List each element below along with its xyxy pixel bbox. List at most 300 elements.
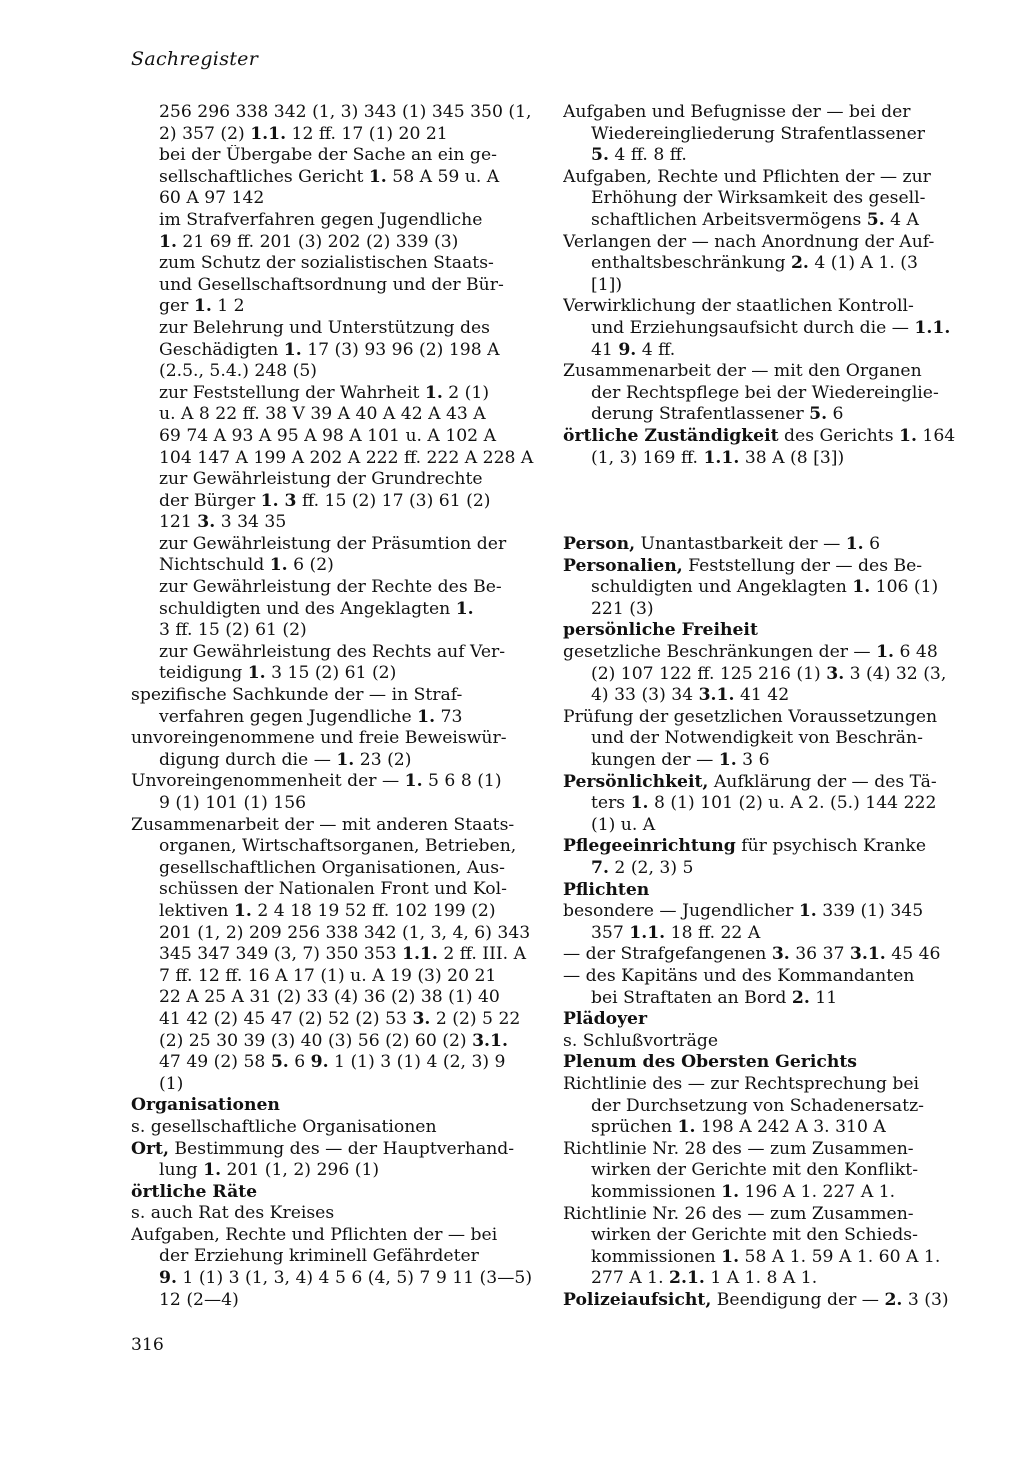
bold-segment: 5. <box>809 404 828 425</box>
bold-segment: 1. 3 <box>260 490 297 511</box>
index-subline <box>131 1031 536 1053</box>
index-subline <box>131 275 536 297</box>
text-segment: Aufgaben und Befugnisse der — bei der <box>563 102 911 122</box>
text-segment: 2 (1) <box>442 382 490 403</box>
index-subline <box>131 448 536 470</box>
bold-segment: 1.1. <box>914 317 951 338</box>
bold-segment: 1. <box>899 425 917 446</box>
text-segment: Bestimmung des — der Hauptverhand- <box>168 1138 515 1159</box>
text-segment: 18 ff. 22 A <box>665 922 761 943</box>
bold-segment: Personalien, <box>563 555 683 576</box>
index-entry <box>563 232 968 254</box>
index-subline <box>131 707 536 729</box>
text-segment: 221 (3) <box>591 598 654 619</box>
index-subline <box>563 340 968 362</box>
index-subline <box>131 642 536 664</box>
bold-segment: 1. <box>718 750 737 771</box>
index-entry <box>131 1117 536 1139</box>
index-entry <box>563 167 968 189</box>
text-segment: kommissionen <box>591 1246 722 1267</box>
text-segment: zum Schutz der sozialistischen Staats- <box>159 253 494 274</box>
bold-segment: 1.1. <box>629 922 666 943</box>
text-segment: ters <box>591 793 631 814</box>
text-segment: Aufgaben, Rechte und Pflichten der — bei <box>131 1224 498 1245</box>
text-segment: 4 (1) A 1. (3 <box>808 253 918 274</box>
index-entry <box>131 771 536 793</box>
text-segment: Feststellung der — des Be- <box>682 555 923 576</box>
index-entry <box>563 556 968 578</box>
right-column <box>563 102 968 1311</box>
index-subline <box>131 1009 536 1031</box>
text-segment: 4) 33 (3) 34 <box>591 685 699 706</box>
text-segment: Nichtschuld <box>159 555 270 576</box>
text-segment: 38 A (8 [3]) <box>739 447 845 468</box>
text-segment: besondere — Jugendlicher <box>563 901 799 922</box>
text-segment: 277 A 1. <box>591 1268 670 1289</box>
bold-segment: 1. <box>677 1117 696 1138</box>
index-subline <box>131 1160 536 1182</box>
index-entry <box>563 1139 968 1161</box>
index-subline <box>131 512 536 534</box>
text-segment: für psychisch Kranke <box>735 836 927 857</box>
text-segment: s. gesellschaftliche Organisationen <box>131 1116 437 1137</box>
text-segment: zur Belehrung und Unterstützung des <box>159 317 490 338</box>
bold-segment: 1. <box>193 296 212 317</box>
text-segment: 1 A 1. 8 A 1. <box>704 1268 818 1289</box>
text-segment: lektiven <box>159 900 234 921</box>
index-subline <box>563 188 968 210</box>
text-segment: zur Gewährleistung der Präsumtion der <box>159 533 507 554</box>
text-segment: 2 (2) 5 22 <box>430 1008 521 1029</box>
bold-segment: 1. <box>721 1181 740 1202</box>
index-entry <box>563 772 968 794</box>
text-segment: Zusammenarbeit der — mit anderen Staats- <box>131 814 515 835</box>
index-subline <box>563 383 968 405</box>
text-segment: 8 (1) 101 (2) u. A 2. (5.) 144 222 <box>648 793 937 814</box>
text-segment: 121 <box>159 512 198 533</box>
text-segment: 12 ff. 17 (1) 20 21 <box>286 123 448 144</box>
bold-segment: 3. <box>412 1008 431 1029</box>
bold-segment: 2.1. <box>669 1268 705 1289</box>
bold-segment: persönliche Freiheit <box>563 620 758 641</box>
text-segment: 7 ff. 12 ff. 16 A 17 (1) u. A 19 (3) 20 21 <box>159 965 497 986</box>
text-segment: verfahren gegen Jugendliche <box>159 706 418 727</box>
text-segment: der Bürger <box>159 490 261 511</box>
text-segment: 12 (2—4) <box>159 1289 239 1310</box>
text-segment: wirken der Gerichte mit den Schieds- <box>591 1225 918 1246</box>
bold-segment: 1. <box>852 577 871 598</box>
text-segment: wirken der Gerichte mit den Konflikt- <box>591 1160 919 1181</box>
text-segment: (1) <box>159 1073 184 1094</box>
index-subline <box>131 793 536 815</box>
text-segment: 21 69 ff. 201 (3) 202 (2) 339 (3) <box>176 231 459 252</box>
index-subline <box>131 361 536 383</box>
bold-segment: 1. <box>455 598 474 619</box>
text-segment: digung durch die — <box>159 749 337 770</box>
text-segment: u. A 8 22 ff. 38 V 39 A 40 A 42 A 43 A <box>159 404 486 425</box>
index-subline <box>563 1117 968 1139</box>
index-subline <box>131 1290 536 1312</box>
index-entry <box>563 1031 968 1053</box>
bold-segment: 5. <box>866 209 885 230</box>
section-gap <box>563 469 968 534</box>
index-entry <box>131 1095 536 1117</box>
index-entry <box>131 1182 536 1204</box>
text-segment: 6 <box>827 404 844 425</box>
index-subline <box>563 1247 968 1269</box>
text-segment: zur Feststellung der Wahrheit <box>159 382 425 403</box>
right-column-bottom <box>563 534 968 1311</box>
index-subline <box>131 534 536 556</box>
text-segment: 3 6 <box>736 750 770 771</box>
text-segment: 3 34 35 <box>215 512 287 533</box>
index-subline <box>563 923 968 945</box>
text-segment: schüssen der Nationalen Front und Kol- <box>159 879 507 900</box>
text-segment: 345 347 349 (3, 7) 350 353 <box>159 944 403 965</box>
index-subline <box>131 923 536 945</box>
index-subline <box>563 750 968 772</box>
bold-segment: 1. <box>798 901 817 922</box>
text-segment: sprüchen <box>591 1117 678 1138</box>
bold-segment: Person, <box>563 534 636 555</box>
text-segment: (2) 107 122 ff. 125 216 (1) <box>591 663 827 684</box>
index-subline <box>563 1182 968 1204</box>
index-subline <box>131 124 536 146</box>
text-segment: 1 (1) 3 (1, 3, 4) 4 5 6 (4, 5) 7 9 11 (3—5) <box>176 1268 533 1289</box>
index-entry <box>563 426 968 448</box>
text-segment: ff. 15 (2) 17 (3) 61 (2) <box>296 490 491 511</box>
text-segment: bei Straftaten an Bord <box>591 987 792 1008</box>
index-entry <box>563 1290 968 1312</box>
index-entry <box>563 642 968 664</box>
index-entry <box>563 1009 968 1031</box>
text-segment: Richtlinie Nr. 28 des — zum Zusammen- <box>563 1138 914 1159</box>
text-segment: 4 ff. 8 ff. <box>608 145 687 166</box>
text-segment: Verwirklichung der staatlichen Kontroll- <box>563 296 914 317</box>
bold-segment: 1. <box>269 555 288 576</box>
index-subline <box>563 988 968 1010</box>
text-segment: 2 ff. III. A <box>437 944 527 965</box>
index-subline <box>131 383 536 405</box>
index-subline <box>563 253 968 275</box>
index-subline <box>131 1052 536 1074</box>
bold-segment: örtliche Zuständigkeit <box>563 425 779 446</box>
bold-segment: 1.1. <box>402 944 438 965</box>
index-entry <box>131 728 536 750</box>
text-segment: — des Kapitäns und des Kommandanten <box>563 965 915 986</box>
text-segment: 2) 357 (2) <box>159 123 251 144</box>
bold-segment: Polizeiaufsicht, <box>563 1289 712 1310</box>
running-head: Sachregister <box>131 48 259 70</box>
text-segment: Wiedereingliederung Strafentlassener <box>591 123 925 144</box>
index-subline <box>563 577 968 599</box>
text-segment: Unantastbarkeit der — <box>635 534 846 555</box>
index-subline <box>131 210 536 232</box>
bold-segment: 1. <box>336 749 355 770</box>
index-entry <box>563 102 968 124</box>
text-segment: 17 (3) 93 96 (2) 198 A <box>301 339 500 360</box>
text-segment: 41 <box>591 339 619 360</box>
bold-segment: 3.1. <box>849 944 886 965</box>
bold-segment: 1. <box>417 706 436 727</box>
bold-segment: 9. <box>159 1268 177 1289</box>
text-segment: Zusammenarbeit der — mit den Organen <box>563 361 922 382</box>
index-subline <box>563 275 968 297</box>
bold-segment: 1. <box>247 663 266 684</box>
bold-segment: 7. <box>591 858 609 878</box>
index-subline <box>131 318 536 340</box>
text-segment: Unvoreingenommenheit der — <box>131 771 405 792</box>
text-segment: organen, Wirtschaftsorganen, Betrieben, <box>159 836 517 857</box>
index-entry <box>563 361 968 383</box>
index-entry <box>131 1203 536 1225</box>
index-entry <box>563 296 968 318</box>
text-segment: schuldigten und des Angeklagten <box>159 598 456 619</box>
bold-segment: 3.1. <box>698 685 735 706</box>
index-subline <box>563 448 968 470</box>
text-segment: (2) 25 30 39 (3) 40 (3) 56 (2) 60 (2) <box>159 1030 473 1051</box>
text-segment: teidigung <box>159 663 248 684</box>
text-segment: gesetzliche Beschränkungen der — <box>563 642 877 663</box>
index-entry <box>131 815 536 837</box>
bold-segment: Pflegeeinrichtung <box>563 836 736 857</box>
index-entry <box>563 534 968 556</box>
text-segment: und Erziehungsaufsicht durch die — <box>591 317 915 338</box>
text-segment: 1 (1) 3 (1) 4 (2, 3) 9 <box>328 1052 506 1073</box>
text-segment: 6 <box>863 534 881 555</box>
text-segment: schuldigten und Angeklagten <box>591 577 853 598</box>
text-segment: im Strafverfahren gegen Jugendliche <box>159 209 483 230</box>
index-entry <box>563 880 968 902</box>
bold-segment: 5. <box>591 145 609 166</box>
index-subline <box>131 1074 536 1096</box>
text-segment: ger <box>159 296 194 317</box>
text-segment: (1) u. A <box>591 814 656 835</box>
bold-segment: 5. <box>270 1052 289 1073</box>
index-subline <box>131 879 536 901</box>
text-segment: des Gerichts <box>778 425 899 446</box>
index-entry <box>131 1225 536 1247</box>
index-subline <box>131 620 536 642</box>
bold-segment: 1. <box>159 231 177 252</box>
text-segment: schaftlichen Arbeitsvermögens <box>591 209 867 230</box>
bold-segment: 9. <box>310 1052 329 1073</box>
index-subline <box>563 1268 968 1290</box>
text-segment: 6 <box>288 1052 311 1073</box>
index-subline <box>131 232 536 254</box>
text-segment: 3 (4) 32 (3, <box>844 663 947 684</box>
text-segment: 198 A 242 A 3. 310 A <box>695 1117 886 1138</box>
text-segment: [1]) <box>591 274 623 295</box>
index-subline <box>563 858 968 880</box>
text-segment: Aufklärung der — des Tä- <box>708 771 937 792</box>
text-segment: 1 2 <box>211 296 245 317</box>
index-subline <box>563 1225 968 1247</box>
index-entry <box>563 1052 968 1074</box>
bold-segment: 1. <box>630 793 649 814</box>
index-subline <box>131 750 536 772</box>
text-segment: zur Gewährleistung der Rechte des Be- <box>159 577 502 598</box>
text-segment: — der Strafgefangenen <box>563 944 772 965</box>
text-segment: 357 <box>591 922 630 943</box>
bold-segment: 3. <box>197 512 216 533</box>
index-subline <box>131 102 536 124</box>
index-entry <box>563 901 968 923</box>
index-subline <box>131 858 536 880</box>
text-segment: der Rechtspflege bei der Wiedereinglie- <box>591 382 939 403</box>
text-segment: 41 42 <box>734 685 790 706</box>
bold-segment: 1. <box>404 771 423 792</box>
index-subline <box>563 599 968 621</box>
bold-segment: 1. <box>283 339 302 360</box>
text-segment: 58 A 59 u. A <box>386 166 500 187</box>
text-segment: 196 A 1. 227 A 1. <box>739 1181 896 1202</box>
text-segment: 201 (1, 2) 296 (1) <box>221 1160 380 1181</box>
text-segment: spezifische Sachkunde der — in Straf- <box>131 685 463 706</box>
text-segment: s. Schlußvorträge <box>563 1030 719 1051</box>
text-segment: 3 ff. 15 (2) 61 (2) <box>159 620 307 641</box>
bold-segment: 1. <box>368 166 387 187</box>
text-segment: sellschaftliches Gericht <box>159 166 369 187</box>
text-segment: 69 74 A 93 A 95 A 98 A 101 u. A 102 A <box>159 425 496 446</box>
bold-segment: 1.1. <box>703 447 740 468</box>
index-subline <box>131 577 536 599</box>
index-subline <box>131 469 536 491</box>
text-segment: 339 (1) 345 <box>816 901 924 922</box>
text-segment: 4 ff. <box>636 339 676 360</box>
index-subline <box>563 210 968 232</box>
text-segment: 4 A <box>884 209 919 230</box>
right-column-top <box>563 102 968 469</box>
index-subline <box>563 1096 968 1118</box>
text-segment: zur Gewährleistung der Grundrechte <box>159 469 483 490</box>
bold-segment: 1. <box>721 1246 740 1267</box>
index-subline <box>131 145 536 167</box>
index-subline <box>131 404 536 426</box>
index-entry <box>563 1204 968 1226</box>
index-subline <box>131 987 536 1009</box>
index-subline <box>131 1246 536 1268</box>
index-subline <box>131 966 536 988</box>
index-subline <box>131 944 536 966</box>
text-segment: 5 6 8 (1) <box>422 771 502 792</box>
text-segment: Prüfung der gesetzlichen Voraussetzungen <box>563 706 938 727</box>
index-subline <box>131 836 536 858</box>
text-segment: 164 <box>916 425 956 446</box>
index-subline <box>563 815 968 837</box>
index-entry <box>563 944 968 966</box>
index-subline <box>131 599 536 621</box>
bold-segment: Ort, <box>131 1138 169 1159</box>
text-segment: enthaltsbeschränkung <box>591 253 791 274</box>
bold-segment: 2. <box>790 253 809 274</box>
index-subline <box>563 404 968 426</box>
page-number: 316 <box>131 1335 164 1355</box>
bold-segment: 1. <box>424 382 443 403</box>
index-entry <box>563 836 968 858</box>
index-entry <box>563 707 968 729</box>
bold-segment: 1. <box>845 534 864 555</box>
index-subline <box>563 664 968 686</box>
text-segment: der Erziehung kriminell Gefährdeter <box>159 1246 479 1267</box>
index-subline <box>563 685 968 707</box>
bold-segment: Plädoyer <box>563 1009 648 1030</box>
index-subline <box>563 1160 968 1182</box>
text-segment: Richtlinie des — zur Rechtsprechung bei <box>563 1073 920 1094</box>
bold-segment: Persönlichkeit, <box>563 771 709 792</box>
index-subline <box>131 663 536 685</box>
text-segment: Beendigung der — <box>711 1289 885 1310</box>
index-subline <box>131 340 536 362</box>
index-subline <box>563 124 968 146</box>
bold-segment: 1. <box>876 642 895 663</box>
text-segment: 6 (2) <box>287 555 334 576</box>
index-subline <box>131 188 536 210</box>
text-segment: (1, 3) 169 ff. <box>591 447 704 468</box>
left-column <box>131 102 536 1311</box>
bold-segment: Pflichten <box>563 879 650 900</box>
text-segment: 73 <box>435 706 463 727</box>
text-segment: 58 A 1. 59 A 1. 60 A 1. <box>739 1246 941 1267</box>
text-segment: 3 (3) <box>902 1289 949 1310</box>
index-entry <box>131 1139 536 1161</box>
index-subline <box>131 296 536 318</box>
index-entry <box>563 966 968 988</box>
text-segment: 36 37 <box>789 944 850 965</box>
bold-segment: 3.1. <box>472 1030 508 1051</box>
index-subline <box>131 167 536 189</box>
text-segment: 6 48 <box>894 642 938 663</box>
text-segment: 256 296 338 342 (1, 3) 343 (1) 345 350 (1, <box>159 102 532 122</box>
text-segment: 45 46 <box>885 944 941 965</box>
text-segment: 9 (1) 101 (1) 156 <box>159 793 307 813</box>
text-segment: 60 A 97 142 <box>159 188 265 209</box>
text-segment: 11 <box>809 987 838 1008</box>
text-segment: 106 (1) <box>870 577 939 598</box>
index-subline <box>131 426 536 448</box>
text-segment: der Durchsetzung von Schadenersatz- <box>591 1095 924 1116</box>
index-subline <box>131 491 536 513</box>
text-segment: bei der Übergabe der Sache an ein ge- <box>159 145 497 166</box>
index-subline <box>131 253 536 275</box>
text-segment: 47 49 (2) 58 <box>159 1052 271 1073</box>
bold-segment: 3. <box>826 663 845 684</box>
text-segment: 22 A 25 A 31 (2) 33 (4) 36 (2) 38 (1) 40 <box>159 987 500 1008</box>
index-subline <box>563 145 968 167</box>
text-segment: 3 15 (2) 61 (2) <box>265 663 397 684</box>
text-segment: Erhöhung der Wirksamkeit des gesell- <box>591 188 926 209</box>
text-segment: kungen der — <box>591 750 719 771</box>
bold-segment: 2. <box>884 1289 903 1310</box>
text-segment: 2 4 18 19 52 ff. 102 199 (2) <box>251 900 496 921</box>
text-segment: lung <box>159 1160 204 1181</box>
text-segment: und der Notwendigkeit von Beschrän- <box>591 728 923 749</box>
bold-segment: 1.1. <box>250 123 287 144</box>
index-entry <box>563 1074 968 1096</box>
bold-segment: Plenum des Obersten Gerichts <box>563 1052 857 1073</box>
index-entry <box>131 685 536 707</box>
text-segment: Verlangen der — nach Anordnung der Auf- <box>563 231 935 252</box>
bold-segment: 1. <box>203 1160 222 1181</box>
text-segment: 201 (1, 2) 209 256 338 342 (1, 3, 4, 6) 343 <box>159 922 531 943</box>
text-segment: 41 42 (2) 45 47 (2) 52 (2) 53 <box>159 1008 413 1029</box>
text-segment: Richtlinie Nr. 26 des — zum Zusammen- <box>563 1203 914 1224</box>
text-segment: 104 147 A 199 A 202 A 222 ff. 222 A 228 A <box>159 447 534 468</box>
bold-segment: örtliche Räte <box>131 1181 258 1202</box>
text-segment: unvoreingenommene und freie Beweiswür- <box>131 728 507 749</box>
text-segment: und Gesellschaftsordnung und der Bür- <box>159 274 504 295</box>
text-segment: 23 (2) <box>354 749 412 770</box>
